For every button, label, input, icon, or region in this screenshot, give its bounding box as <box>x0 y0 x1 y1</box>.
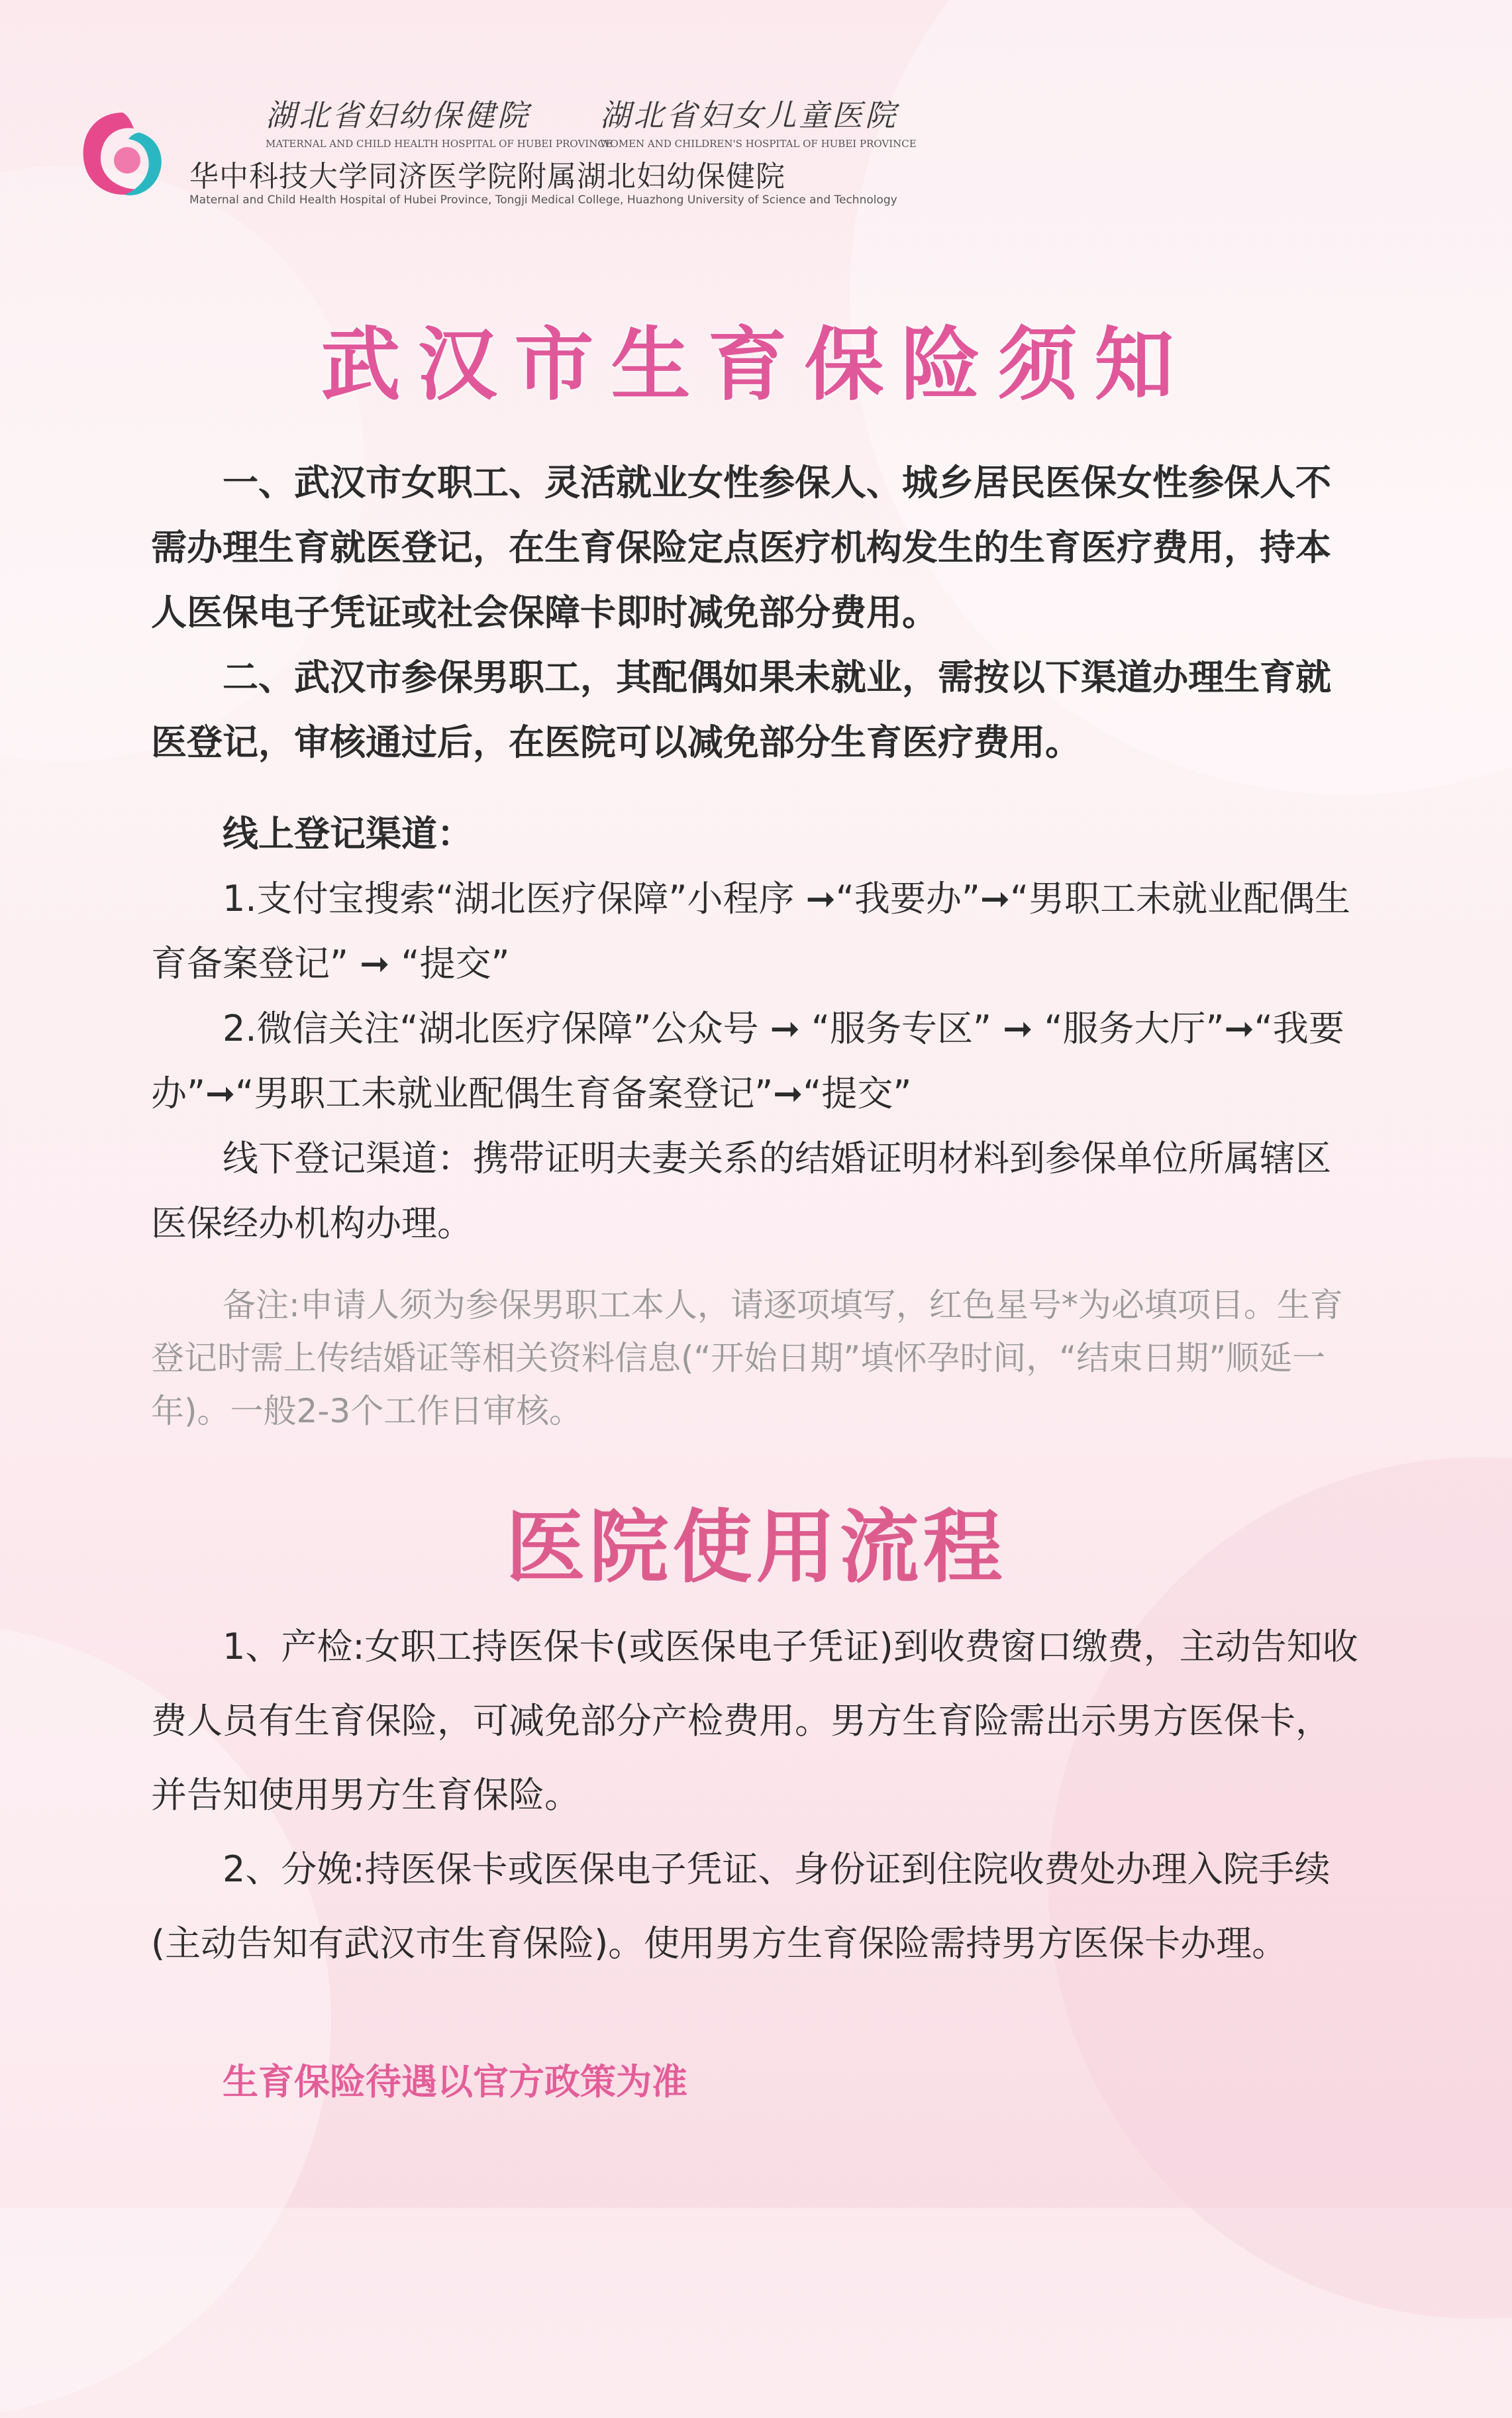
hospital-logo-icon <box>73 106 172 205</box>
online-channel-1: 1.支付宝搜索“湖北医疗保障”小程序 ➞“我要办”➞“男职工未就业配偶生育备案登记” ➞ “提交” <box>151 878 1351 984</box>
hospital-header <box>73 86 917 219</box>
hospital-name-1: 湖北省妇幼保健院 <box>266 97 530 133</box>
online-channel-2: 2.微信关注“湖北医疗保障”公众号 ➞ “服务专区” ➞ “服务大厅”➞“我要办”➞“男职工未就业配偶生育备案登记”➞“提交” <box>151 1008 1344 1114</box>
process-title: 医院使用流程 <box>505 1502 1007 1594</box>
process-step-1: 1、产检:女职工持医保卡(或医保电子凭证)到收费窗口缴费，主动告知收费人员有生育保险，可减免部分产检费用。男方生育险需出示男方医保卡，并告知使用男方生育保险。 <box>151 1626 1358 1816</box>
offline-channel: 线下登记渠道：携带证明夫妻关系的结婚证明材料到参保单位所属辖区医保经办机构办理。 <box>151 1137 1331 1244</box>
hospital-name-2-en: WOMEN AND CHILDREN'S HOSPITAL OF HUBEI PROVINCE <box>600 138 917 150</box>
hospital-full-name-en: Maternal and Child Health Hospital of Hubei Province, Tongji Medical College, Huazhong University of Science and Technology <box>189 193 897 207</box>
notice-para-2: 二、武汉市参保男职工，其配偶如果未就业，需按以下渠道办理生育就医登记，审核通过后，在医院可以减免部分生育医疗费用。 <box>151 657 1331 763</box>
hospital-full-name: 华中科技大学同济医学院附属湖北妇幼保健院 <box>189 160 785 193</box>
notice-intro <box>151 450 1363 775</box>
hospital-name-2: 湖北省妇女儿童医院 <box>600 97 898 133</box>
online-heading: 线上登记渠道： <box>223 813 473 855</box>
process-step-2: 2、分娩:持医保卡或医保电子凭证、身份证到住院收费处办理入院手续(主动告知有武汉市生育保险)。使用男方生育保险需持男方医保卡办理。 <box>151 1848 1331 1964</box>
registration-channels <box>151 802 1363 1256</box>
notice-para-1: 一、武汉市女职工、灵活就业女性参保人、城乡居民医保女性参保人不需办理生育就医登记，在生育保险定点医疗机构发生的生育医疗费用，持本人医保电子凭证或社会保障卡即时减免部分费用。 <box>151 462 1331 633</box>
remark-section <box>151 1279 1363 1438</box>
remark-text: 备注:申请人须为参保男职工本人，请逐项填写，红色星号*为必填项目。生育登记时需上传结婚证等相关资料信息(“开始日期”填怀孕时间，“结束日期”顺延一年)。一般2-3个工作日审核。 <box>151 1286 1343 1430</box>
policy-footer-note: 生育保险待遇以官方政策为准 <box>223 2061 687 2103</box>
hospital-name-1-en: MATERNAL AND CHILD HEALTH HOSPITAL OF HUBEI PROVINCE <box>266 138 613 150</box>
notice-title: 武汉市生育保险须知 <box>321 319 1191 411</box>
process-steps <box>151 1610 1363 1981</box>
